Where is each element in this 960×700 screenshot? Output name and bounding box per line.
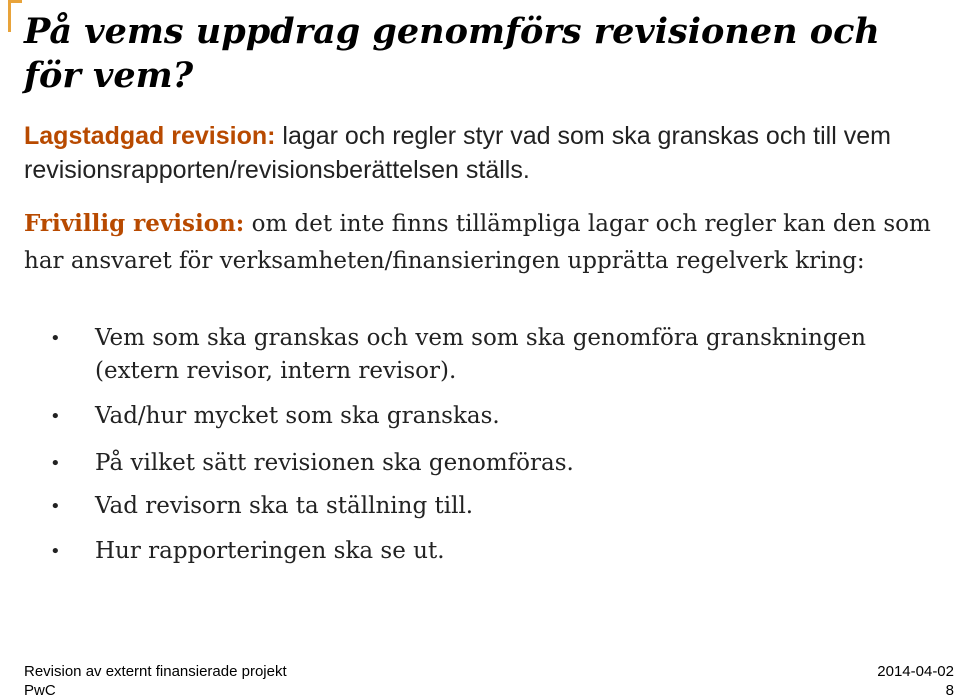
list-item — [0, 400, 960, 433]
frivillig-lead: Frivillig revision: — [24, 210, 245, 237]
bullet-list — [0, 322, 960, 568]
list-item-text: Vad/hur mycket som ska granskas. — [95, 403, 500, 429]
list-item-text: På vilket sätt revisionen ska genomföras. — [95, 450, 574, 476]
corner-accent-vertical — [8, 0, 11, 32]
list-item — [0, 447, 960, 480]
footer-date: 2014-04-02 — [877, 663, 954, 680]
bullet-dot-icon: • — [50, 496, 61, 517]
frivillig-paragraph — [24, 205, 954, 280]
bullet-dot-icon: • — [50, 328, 61, 349]
footer-page-number: 8 — [945, 682, 954, 699]
lagstadgad-text: lagar och regler styr vad som ska granskas och till vem revisionsrapporten/revisionsberättelsen ställs. — [24, 122, 891, 184]
lagstadgad-lead: Lagstadgad revision: — [24, 122, 276, 150]
list-item — [0, 322, 960, 388]
footer-row-top — [24, 663, 954, 681]
list-item — [0, 490, 960, 523]
bullet-dot-icon: • — [50, 453, 61, 474]
footer-row-bottom — [24, 682, 954, 700]
bullet-dot-icon: • — [50, 406, 61, 427]
frivillig-text: om det inte finns tillämpliga lagar och regler kan den som har ansvaret för verksamheten/finansieringen upprätta regelverk kring: — [24, 211, 931, 274]
slide-title: På vems uppdrag genomförs revisionen och för vem? — [24, 11, 880, 96]
footer-project: Revision av externt finansierade projekt — [24, 663, 287, 680]
list-item-text: Hur rapporteringen ska se ut. — [95, 538, 445, 564]
corner-accent-horizontal — [8, 0, 22, 3]
list-item-text: Vem som ska granskas och vem som ska genomföra granskningen (extern revisor, intern revisor). — [95, 325, 866, 384]
bullet-dot-icon: • — [50, 541, 61, 562]
list-item-text: Vad revisorn ska ta ställning till. — [95, 493, 474, 519]
footer-company: PwC — [24, 682, 56, 699]
list-item — [0, 535, 960, 568]
lagstadgad-paragraph — [24, 119, 954, 187]
